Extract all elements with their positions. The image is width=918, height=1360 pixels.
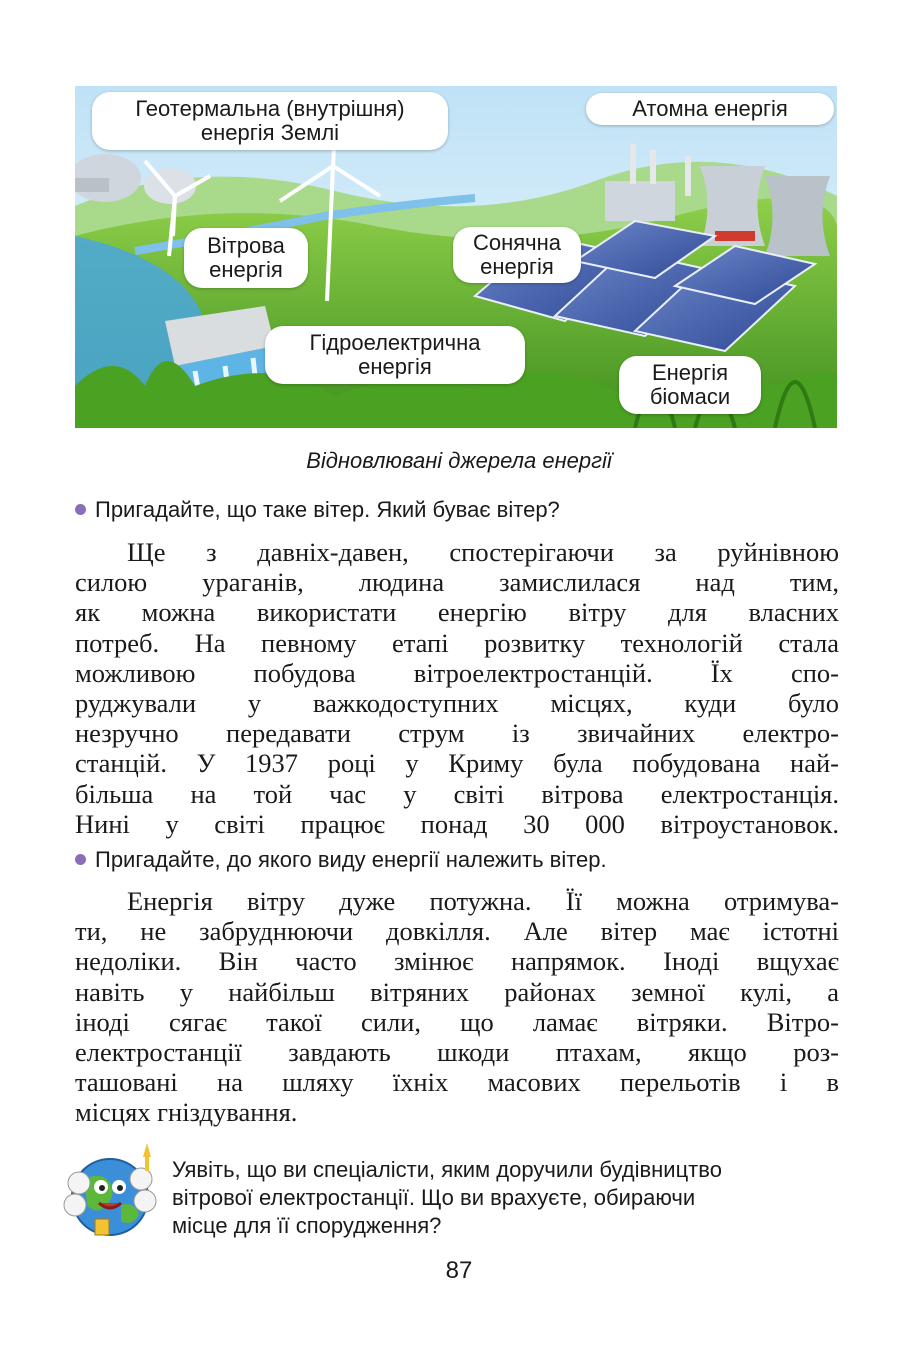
question-2	[75, 846, 845, 874]
text-line: місцях гніздування.	[75, 1097, 298, 1128]
paragraph-2	[75, 886, 839, 1128]
task-block	[172, 1156, 842, 1240]
task-line: вітрової електростанції. Що ви врахуєте, обираючи	[172, 1185, 696, 1210]
label-atomic: Атомна енергія	[586, 93, 834, 125]
text-line: станцій. У 1937 році у Криму була побудована най-	[75, 748, 839, 779]
text-line: електростанції завдають шкоди птахам, якщо роз-	[75, 1036, 839, 1067]
text-line: потреб. На певному етапі розвитку технологій стала	[75, 627, 839, 658]
label-hydro: Гідроелектрична енергія	[265, 326, 525, 384]
question-2-text: Пригадайте, до якого виду енергії належить вітер.	[95, 847, 607, 872]
text-line: можливою побудова вітроелектростанцій. Їх спо-	[75, 657, 839, 688]
question-1-text: Пригадайте, що таке вітер. Який буває вітер?	[95, 497, 560, 522]
label-wind: Вітрова енергія	[184, 228, 308, 288]
text-line: Нині у світі працює понад 30 000 вітроустановок.	[75, 808, 839, 839]
bullet-icon	[75, 504, 86, 515]
text-line: Енергія вітру дуже потужна. Її можна отримува-	[127, 886, 839, 916]
bullet-icon	[75, 854, 86, 865]
globe-mascot-icon	[55, 1135, 165, 1245]
paragraph-1	[75, 537, 839, 839]
task-line: місце для її спорудження?	[172, 1213, 442, 1238]
text-line: Ще з давніх-давен, спостерігаючи за руйнівною	[127, 537, 839, 567]
label-biomass: Енергія біомаси	[619, 356, 761, 414]
text-line: недоліки. Він часто змінює напрямок. Іноді вщухає	[75, 946, 839, 977]
label-geothermal: Геотермальна (внутрішня) енергія Землі	[92, 92, 448, 150]
page-number: 87	[445, 1257, 473, 1284]
task-line: Уявіть, що ви спеціалісти, яким доручили будівництво	[172, 1157, 722, 1182]
question-1	[75, 496, 845, 524]
label-solar: Сонячна енергія	[453, 227, 581, 283]
text-line: більша на той час у світі вітрова електростанція.	[75, 778, 839, 809]
text-line: ташовані на шляху їхніх масових перельотів і в	[75, 1067, 839, 1098]
text-line: навіть у найбільш вітряних районах земної кулі, а	[75, 976, 839, 1007]
text-line: як можна використати енергію вітру для власних	[75, 597, 839, 628]
figure-caption: Відновлювані джерела енергії	[306, 448, 612, 473]
text-line: іноді сягає такої сили, що ламає вітряки. Вітро-	[75, 1006, 839, 1037]
renewable-energy-illustration	[75, 86, 837, 428]
text-line: руджували у важкодоступних місцях, куди було	[75, 687, 839, 718]
text-line: незручно передавати струм із звичайних електро-	[75, 718, 839, 749]
text-line: ти, не забруднюючи довкілля. Але вітер має істотні	[75, 916, 839, 947]
text-line: силою ураганів, людина замислилася над тим,	[75, 567, 839, 598]
